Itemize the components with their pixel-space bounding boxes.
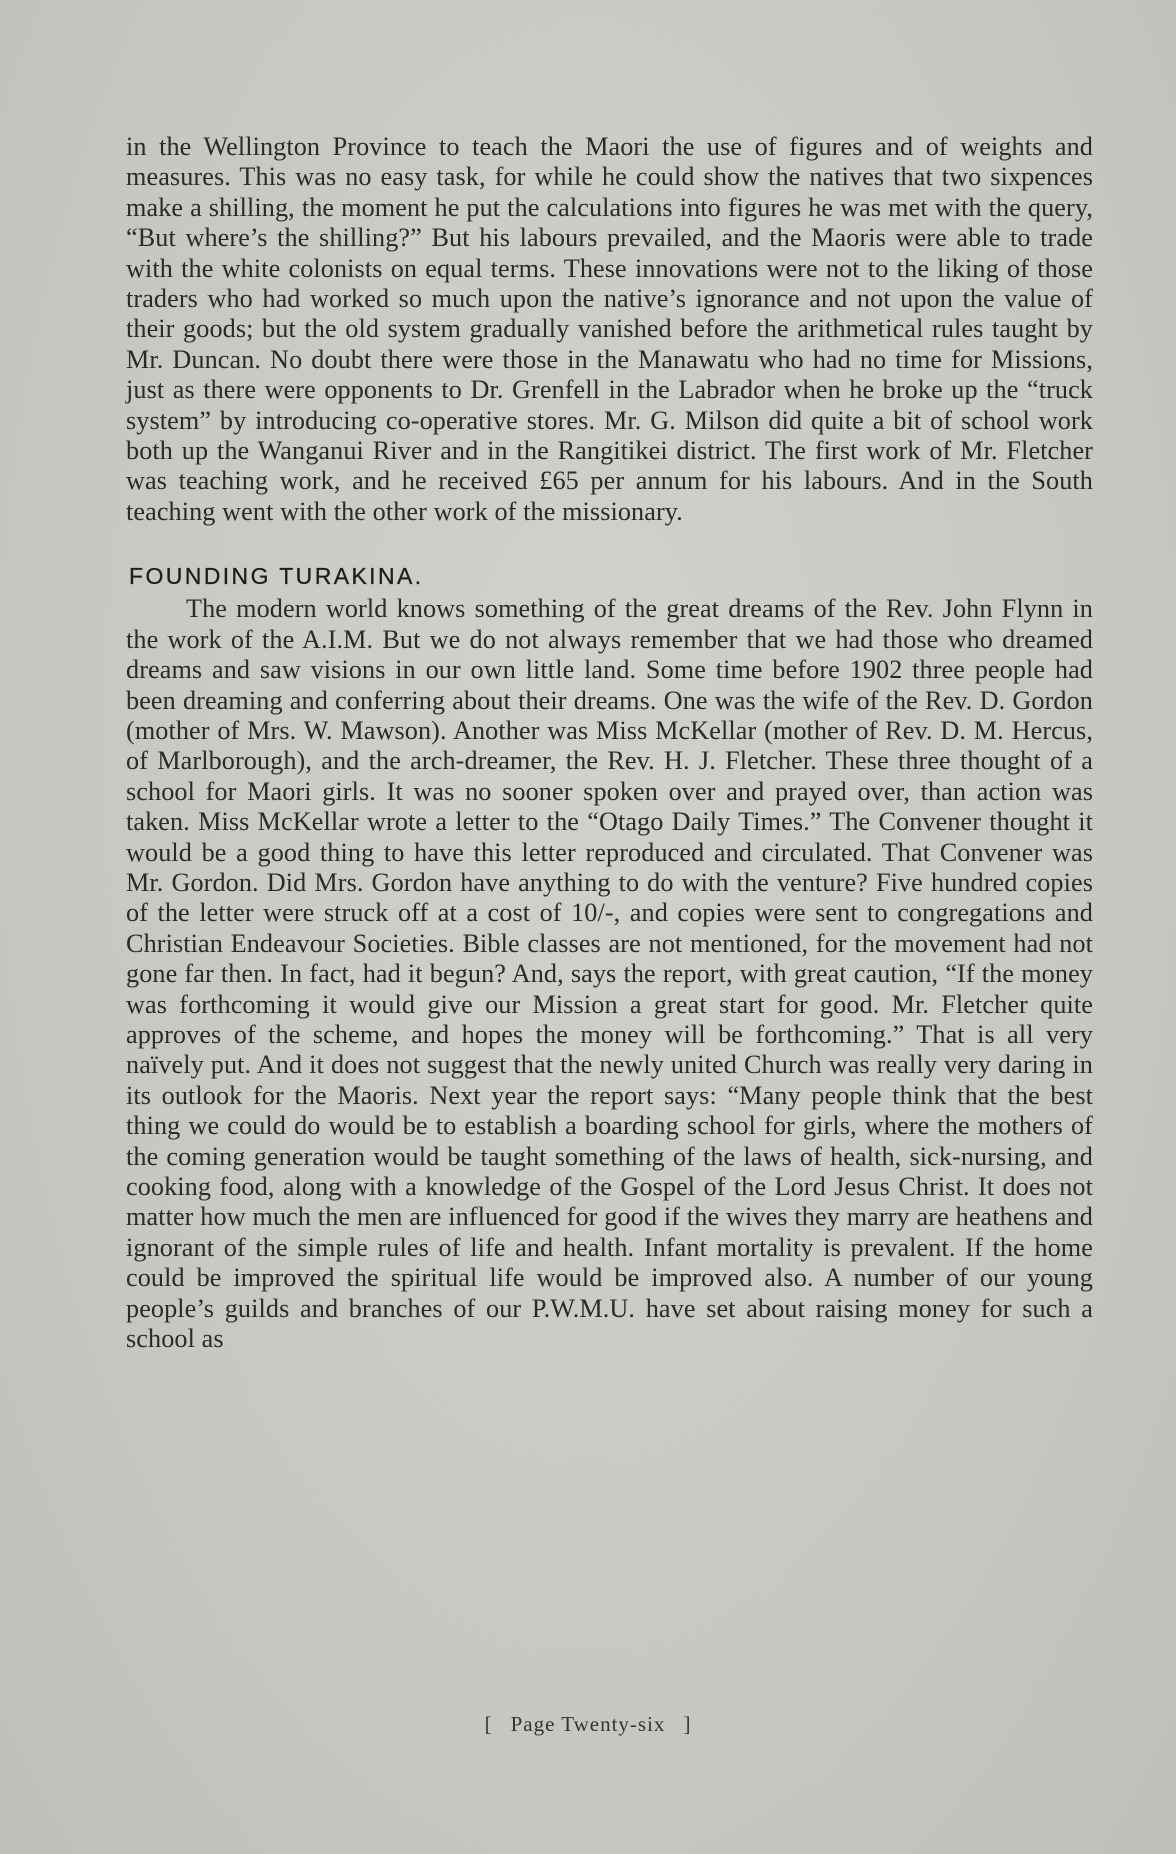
page-number-label: Page Twenty-six [510,1712,666,1736]
footer-close-bracket: ] [683,1712,692,1736]
footer-open-bracket: [ [484,1712,493,1736]
paragraph-founding-turakina: The modern world knows something of the great dreams of the Rev. John Flynn in the work of the A.I.M. But we do not always remember that we had those who dreamed dreams and saw visions in our own little land. Some time before 1902 three people had been dreaming and conferring about their dreams. One was the wife of the Rev. D. Gordon (mother of Mrs. W. Mawson). Another was Miss McKellar (mother of Rev. D. M. Hercus, of Marlborough), and the arch-dreamer, the Rev. H. J. Fletcher. These three thought of a school for Maori girls. It was no sooner spoken over and prayed over, than action was taken. Miss McKellar wrote a letter to the “Otago Daily Times.” The Convener thought it would be a good thing to have this letter reproduced and circulated. That Convener was Mr. Gordon. Did Mrs. Gordon have anything to do with the venture? Five hundred copies of the letter were struck off at a cost of 10/-, and copies were sent to congregations and Christian Endeavour Societies. Bible classes are not mentioned, for the movement had not gone far then. In fact, had it begun? And, says the report, with great caution, “If the money was forthcoming it would give our Mission a great start for good. Mr. Fletcher quite approves of the scheme, and hopes the money will be forthcoming.” That is all very naïvely put. And it does not suggest that the newly united Church was really very daring in its outlook for the Maoris. Next year the report says: “Many people think that the best thing we could do would be to establish a boarding school for girls, where the mothers of the coming generation would be taught something of the laws of health, sick-nursing, and cooking food, along with a knowledge of the Gospel of the Lord Jesus Christ. It does not matter how much the men are influenced for good if the wives they marry are heathens and ignorant of the simple rules of life and health. Infant mortality is prevalent. If the home could be improved the spiritual life would be improved also. A number of our young people’s guilds and branches of our P.W.M.U. have set about raising money for such a school as [126,594,1093,1354]
paragraph-continuation: in the Wellington Province to teach the Maori the use of figures and of weights and measures. This was no easy task, for while he could show the natives that two sixpences make a shilling, the moment he put the calculations into figures he was met with the query, “But where’s the shilling?” But his labours prevailed, and the Maoris were able to trade with the white colonists on equal terms. These innovations were not to the liking of those traders who had worked so much upon the native’s ignorance and not upon the value of their goods; but the old system gradually vanished before the arithmetical rules taught by Mr. Duncan. No doubt there were those in the Manawatu who had no time for Missions, just as there were opponents to Dr. Grenfell in the Labrador when he broke up the “truck system” by introducing co-operative stores. Mr. G. Milson did quite a bit of school work both up the Wanganui River and in the Rangitikei district. The first work of Mr. Fletcher was teaching work, and he received £65 per annum for his labours. And in the South teaching went with the other work of the missionary. [126,132,1093,526]
page-number-footer [0,1712,1176,1737]
section-heading: FOUNDING TURAKINA. [129,563,424,590]
body-text [126,132,1093,1354]
